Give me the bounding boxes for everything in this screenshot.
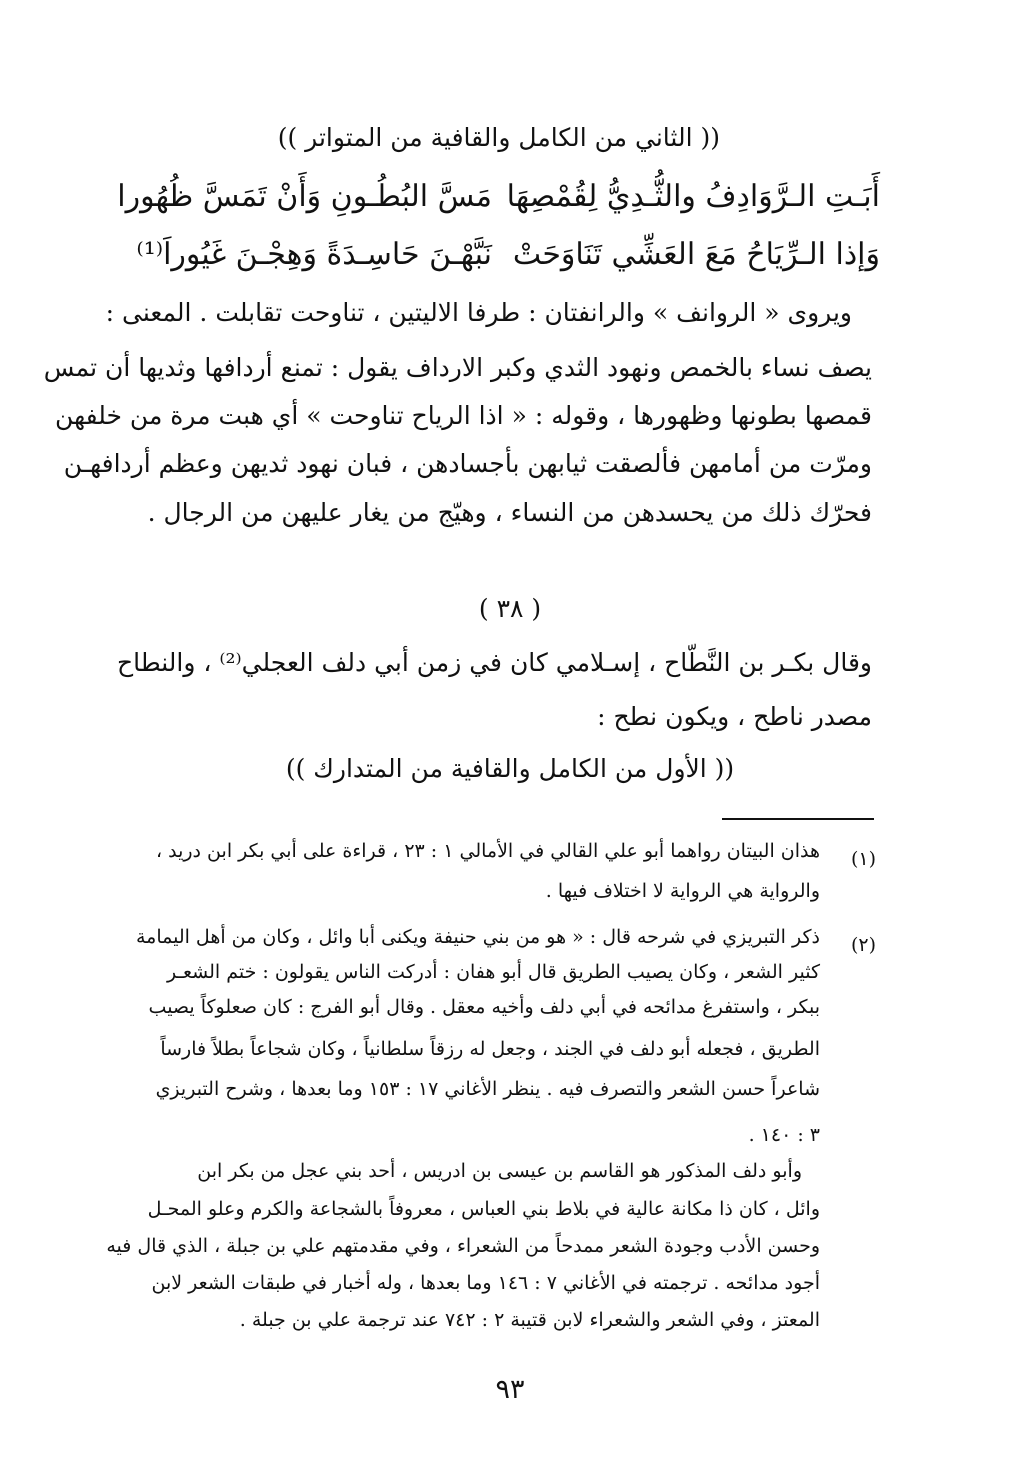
footnote-2-marker: (٢) — [850, 934, 876, 956]
commentary-line: ومرّت من أمامهن فألصقت ثيابهن بأجسادهن ، فبان نهود ثديهن وعظم أردافهـن — [63, 449, 872, 478]
verse-2-first-hemistich: وَإذا الـرِّيَاحُ مَعَ العَشِّي تَنَاوَحَتْ — [512, 237, 880, 272]
poem-number: ( ٣٨ ) — [478, 594, 542, 623]
commentary-line: قمصها بطونها وظهورها ، وقوله : « اذا الرياح تناوحت » أي هبت مرة من خلفهن — [55, 401, 872, 430]
footnote-separator — [722, 818, 874, 820]
footnote-continuation-line: وأبو دلف المذكور هو القاسم بن عيسى بن ادريس ، أحد بني عجل من بكر ابن — [197, 1160, 802, 1182]
footnote-line: ذكر التبريزي في شرحه قال : « هو من بني حنيفة ويكنى أبا وائل ، وكان من أهل اليمامة — [135, 926, 820, 948]
page-number: ٩٣ — [495, 1374, 525, 1405]
footnote-line: ببكر ، واستفرغ مدائحه في أبي دلف وأخيه معقل . وقال أبو الفرج : كان صعلوكاً يصيب — [148, 996, 820, 1018]
footnote-line: ٣ : ١٤٠ . — [748, 1124, 820, 1146]
footnote-line: الطريق ، فجعله أبو دلف في الجند ، وجعل له رزقاً سلطانياً ، وكان شجاعاً بطلاً فارساً — [160, 1038, 820, 1060]
footnote-line: هذان البيتان رواهما أبو علي القالي في الأمالي ١ : ٢٣ ، قراءة على أبي بكر ابن دريد ، — [155, 840, 820, 862]
meter-heading-1: (( الثاني من الكامل والقافية من المتواتر )) — [277, 123, 720, 152]
footnote-1-marker: (١) — [850, 848, 876, 870]
commentary-line: يصف نساء بالخمص ونهود الثدي وكبر الارداف يقول : تمنع أردافها وثديها أن تمس — [43, 353, 872, 382]
intro-line: مصدر ناطح ، ويكون نطح : — [597, 702, 872, 731]
footnote-continuation-line: أجود مدائحه . ترجمته في الأغاني ٧ : ١٤٦ وما بعدها ، وله أخبار في طبقات الشعر لابن — [151, 1272, 820, 1294]
verse-1-second-hemistich: مَسَّ البُطُـونِ وَأَنْ تَمَسَّ ظُهُورا — [117, 179, 492, 214]
footnote-line: شاعراً حسن الشعر والتصرف فيه . ينظر الأغاني ١٧ : ١٥٣ وما بعدها ، وشرح التبريزي — [155, 1078, 820, 1100]
footnote-line: والرواية هي الرواية لا اختلاف فيها . — [545, 880, 820, 902]
commentary-line: ويروى « الروانف » والرانفتان : طرفا الاليتين ، تناوحت تقابلت . المعنى : — [105, 298, 852, 327]
footnote-continuation-line: وائل ، كان ذا مكانة عالية في بلاط بني العباس ، معروفاً بالشجاعة والكرم وعلو المحـل — [147, 1198, 820, 1220]
footnote-line: كثير الشعر ، وكان يصيب الطريق قال أبو هفان : أدركت الناس يقولون : ختم الشعـر — [166, 961, 820, 983]
footnote-continuation-line: وحسن الأدب وجودة الشعر ممدحاً من الشعراء ، وفي مقدمتهم علي بن جبلة ، الذي قال فيه — [106, 1235, 820, 1257]
commentary-line: فحرّك ذلك من يحسدهن من النساء ، وهيّج من يغار عليهن من الرجال . — [147, 498, 872, 527]
meter-heading-2: (( الأول من الكامل والقافية من المتدارك )) — [285, 754, 735, 783]
footnote-continuation-line: المعتز ، وفي الشعر والشعراء لابن قتيبة ٢ : ٧٤٢ عند ترجمة علي بن جبلة . — [239, 1309, 820, 1331]
intro-line: وقال بكـر بن النَّطّاح ، إسـلامي كان في زمن أبي دلف العجلي⁽²⁾ ، والنطاح — [116, 648, 872, 677]
verse-2-second-hemistich: نَبَّهْـنَ حَاسِـدَةً وَهِجْـنَ غَيُوراَ⁽¹⁾ — [136, 237, 492, 272]
verse-1-first-hemistich: أَبَـتِ الـرَّوَادِفُ والثُّـدِيُّ لِقُمْصِهَا — [506, 179, 880, 214]
